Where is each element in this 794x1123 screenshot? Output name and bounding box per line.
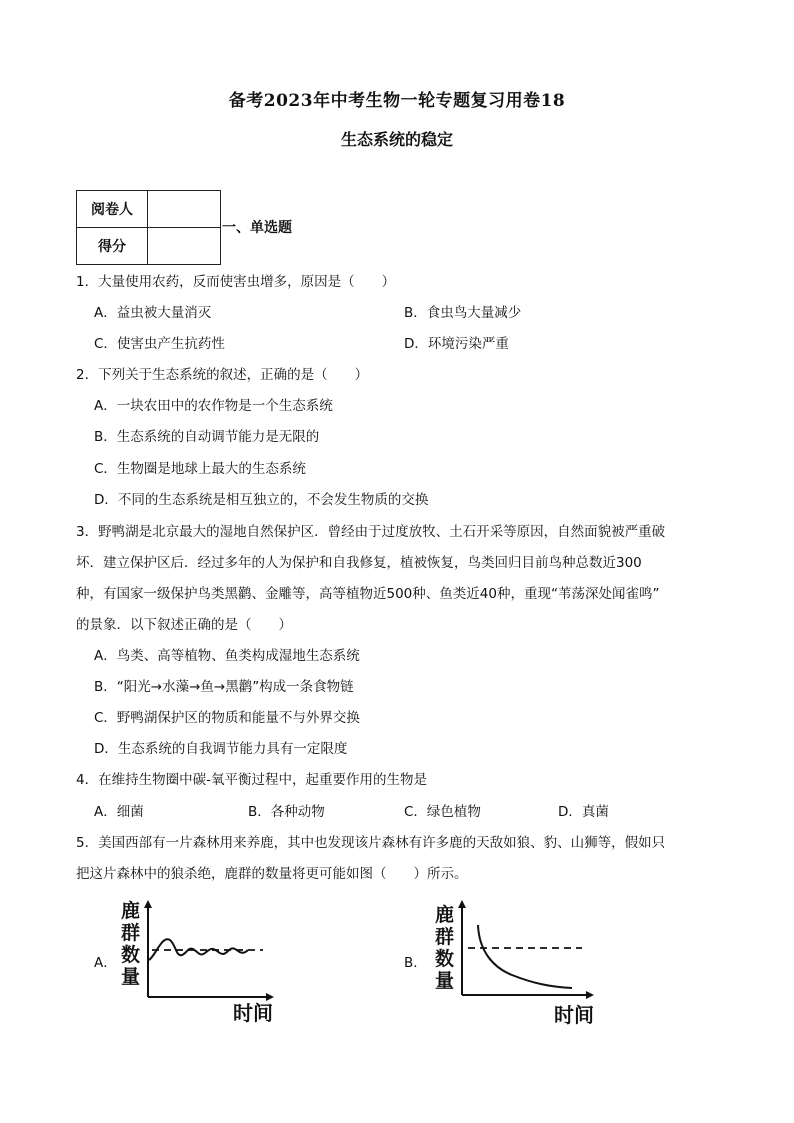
page-title: 备考2023年中考生物一轮专题复习用卷18 [228, 91, 566, 111]
graph-a [118, 895, 288, 1025]
question-3-stem-line: 坏．建立保护区后．经过多年的人为保护和自我修复，植被恢复，鸟类回归目前鸟种总数近300 [76, 555, 642, 571]
table-row [77, 191, 221, 228]
option-3d[interactable]: D．生态系统的自我调节能力具有一定限度 [94, 741, 348, 757]
score-label: 得分 [77, 228, 148, 265]
section-heading: 一、单选题 [222, 220, 292, 236]
graph-b-xlabel: 时间 [554, 1003, 594, 1025]
graph-a-curve [149, 939, 248, 960]
page-subtitle: 生态系统的稳定 [340, 130, 453, 149]
graph-b-ylabel-char: 鹿 [435, 904, 455, 926]
graph-b-ylabel-char: 数 [435, 948, 455, 970]
graph-b-ylabel-char: 量 [435, 970, 455, 992]
question-1-stem: 1．大量使用农药，反而使害虫增多，原因是（ ） [76, 274, 396, 290]
score-field[interactable] [148, 228, 221, 265]
graph-a-ylabel-char: 数 [121, 944, 141, 966]
question-3-stem-line: 种，有国家一级保护鸟类黑鹳、金雕等，高等植物近500种、鱼类近40种，重现“苇荡深处闻雀鸣” [76, 586, 660, 602]
graph-b [432, 895, 612, 1025]
question-5-stem-line: 把这片森林中的狼杀绝，鹿群的数量将更可能如图（ ）所示。 [76, 866, 468, 882]
option-3a[interactable]: A．鸟类、高等植物、鱼类构成湿地生态系统 [94, 648, 360, 664]
graph-b-ylabel-char: 群 [435, 926, 455, 948]
reviewer-field[interactable] [148, 191, 221, 228]
score-table [76, 190, 221, 265]
option-4b[interactable]: B．各种动物 [248, 804, 325, 820]
graph-a-ylabel-char: 鹿 [121, 900, 141, 922]
option-1d[interactable]: D．环境污染严重 [404, 336, 509, 352]
option-2d[interactable]: D．不同的生态系统是相互独立的，不会发生物质的交换 [94, 492, 429, 508]
option-2b[interactable]: B．生态系统的自动调节能力是无限的 [94, 429, 320, 445]
option-3b[interactable]: B．“阳光→水藻→鱼→黑鹳”构成一条食物链 [94, 679, 354, 695]
graph-a-xlabel: 时间 [233, 1001, 273, 1025]
reviewer-label: 阅卷人 [77, 191, 148, 228]
graph-a-ylabel-char: 群 [121, 922, 141, 944]
graph-a-ylabel-char: 量 [121, 966, 141, 988]
option-1c[interactable]: C．使害虫产生抗药性 [94, 336, 225, 352]
option-1b[interactable]: B．食虫鸟大量减少 [404, 305, 522, 321]
question-2-stem: 2．下列关于生态系统的叙述，正确的是（ ） [76, 367, 369, 383]
graph-b-curve [478, 925, 572, 988]
option-2c[interactable]: C．生物圈是地球上最大的生态系统 [94, 461, 306, 477]
question-5-stem-line: 5．美国西部有一片森林用来养鹿，其中也发现该片森林有许多鹿的天敌如狼、豹、山狮等，假如只 [76, 835, 666, 851]
question-4-stem: 4．在维持生物圈中碳-氧平衡过程中，起重要作用的生物是 [76, 772, 427, 788]
option-3c[interactable]: C．野鸭湖保护区的物质和能量不与外界交换 [94, 710, 360, 726]
option-1a[interactable]: A．益虫被大量消灭 [94, 305, 212, 321]
question-3-stem-line: 3．野鸭湖是北京最大的湿地自然保护区．曾经由于过度放牧、土石开采等原因，自然面貌被严重破 [76, 524, 666, 540]
table-row [77, 228, 221, 265]
option-5b[interactable]: B． [404, 955, 427, 971]
option-4a[interactable]: A．细菌 [94, 804, 144, 820]
option-4d[interactable]: D．真菌 [558, 804, 609, 820]
option-5a[interactable]: A． [94, 955, 117, 971]
question-3-stem-line: 的景象．以下叙述正确的是（ ） [76, 617, 292, 633]
option-2a[interactable]: A．一块农田中的农作物是一个生态系统 [94, 398, 333, 414]
option-4c[interactable]: C．绿色植物 [404, 804, 481, 820]
